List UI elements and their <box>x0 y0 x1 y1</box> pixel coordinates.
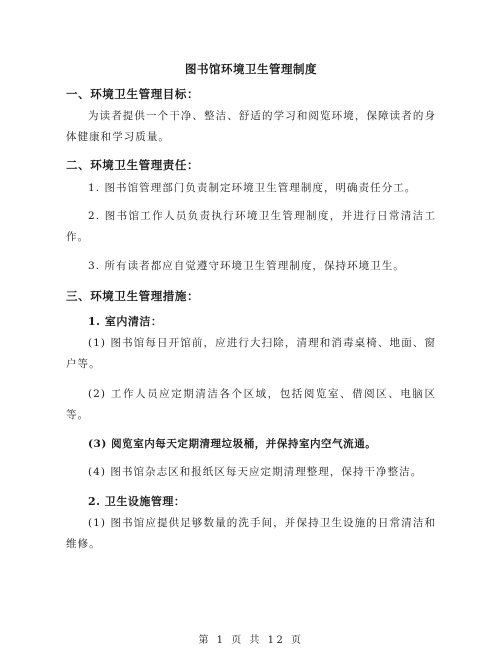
section-1-heading: 一、环境卫生管理目标： <box>66 87 200 101</box>
section-3-1-item-2: (2) 工作人员应定期清洁各个区域，包括阅览室、借阅区、电脑区等。 <box>66 388 436 421</box>
section-2-item-1: 1. 图书馆管理部门负责制定环境卫生管理制度，明确责任分工。 <box>88 182 417 194</box>
section-3-1-item-3: (3) 阅览室内每天定期清理垃圾桶，并保持室内空气流通。 <box>88 438 377 450</box>
section-3-heading: 三、环境卫生管理措施： <box>66 289 200 303</box>
section-3-1-item-1: (1) 图书馆每日开馆前，应进行大扫除，清理和消毒桌椅、地面、窗户等。 <box>66 337 436 370</box>
section-2-item-3: 3. 所有读者都应自觉遵守环境卫生管理制度，保持环境卫生。 <box>88 260 405 272</box>
section-2-item-2: 2. 图书馆工作人员负责执行环境卫生管理制度，并进行日常清洁工作。 <box>66 210 436 243</box>
document-title: 图书馆环境卫生管理制度 <box>185 62 317 76</box>
section-3-subheading-1: 1. 室内清洁： <box>88 315 163 328</box>
page-number-footer: 第 1 页 共 12 页 <box>198 635 304 646</box>
section-3-subheading-2: 2. 卫生设施管理： <box>88 495 186 508</box>
section-1-paragraph: 为读者提供一个干净、整洁、舒适的学习和阅览环境，保障读者的身体健康和学习质量。 <box>66 110 436 143</box>
section-3-2-item-1: (1) 图书馆应提供足够数量的洗手间，并保持卫生设施的日常清洁和维修。 <box>66 517 436 550</box>
section-2-heading: 二、环境卫生管理责任： <box>66 158 200 172</box>
section-3-1-item-4: (4) 图书馆杂志区和报纸区每天应定期清理整理，保持干净整洁。 <box>88 466 423 478</box>
